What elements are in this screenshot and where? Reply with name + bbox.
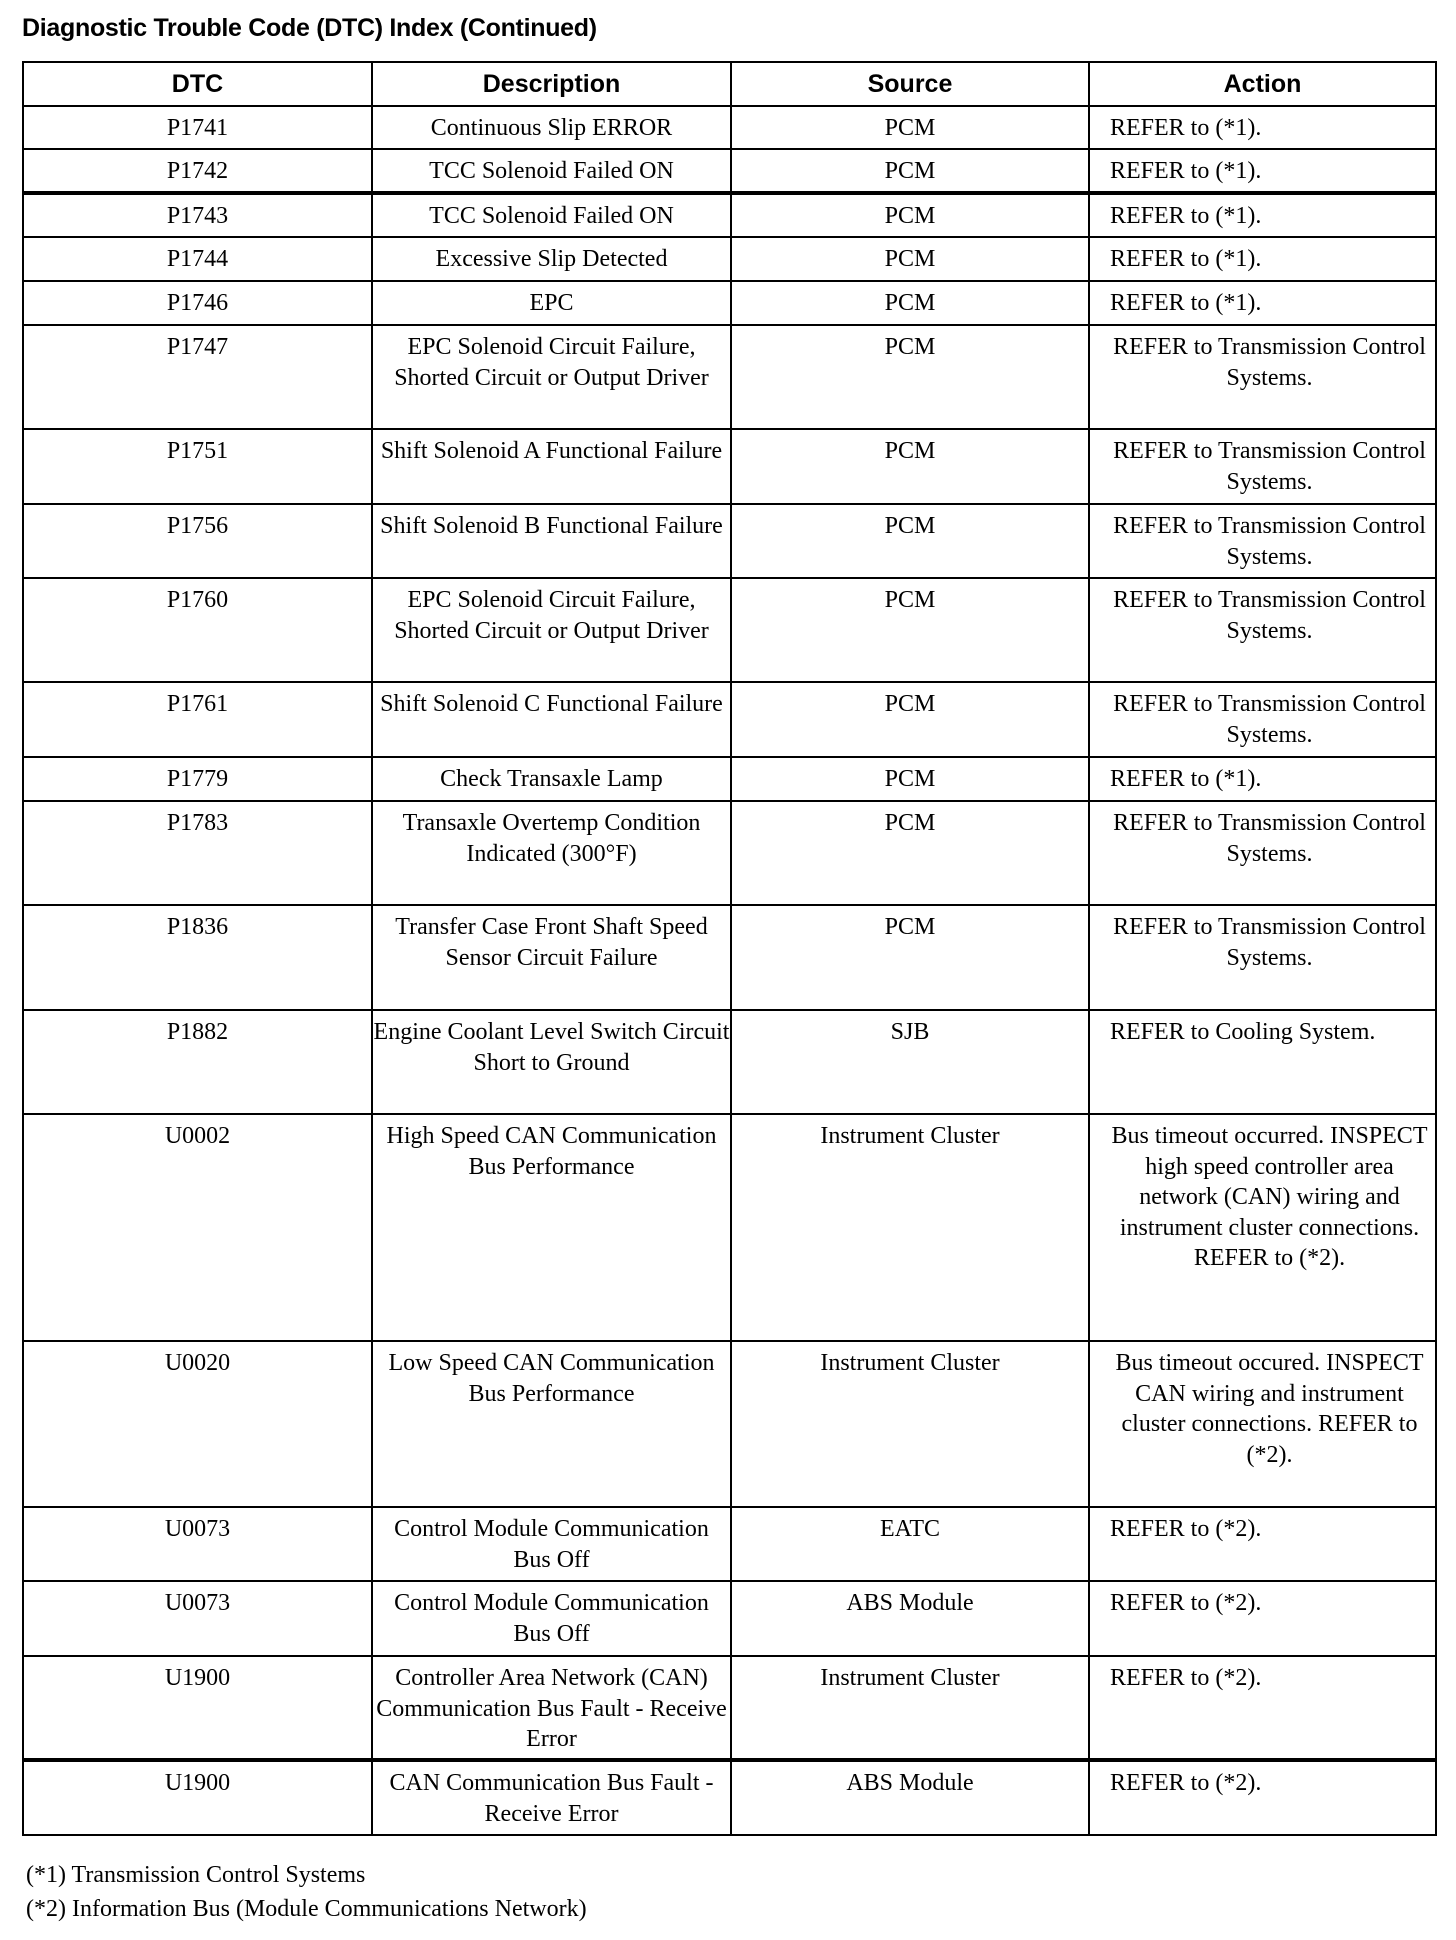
source-cell: PCM: [731, 325, 1089, 429]
description-cell: Controller Area Network (CAN) Communication Bus Fault - Receive Error: [372, 1656, 731, 1760]
dtc-cell: P1751: [23, 429, 372, 504]
footnote-2: (*2) Information Bus (Module Communications Network): [26, 1896, 587, 1922]
description-cell: Shift Solenoid B Functional Failure: [372, 504, 731, 578]
column-header-description: Description: [372, 62, 731, 106]
page-title: Diagnostic Trouble Code (DTC) Index (Continued): [22, 14, 597, 42]
description-cell: Engine Coolant Level Switch Circuit Short to Ground: [372, 1010, 731, 1114]
table-row: [23, 149, 1436, 193]
source-cell: PCM: [731, 578, 1089, 682]
source-cell: PCM: [731, 757, 1089, 801]
description-cell: Low Speed CAN Communication Bus Performance: [372, 1341, 731, 1507]
action-cell: REFER to (*1).: [1089, 281, 1436, 325]
table-row: [23, 106, 1436, 149]
source-cell: PCM: [731, 149, 1089, 193]
action-cell: REFER to (*1).: [1089, 106, 1436, 149]
dtc-table: [22, 61, 1437, 1836]
source-cell: PCM: [731, 106, 1089, 149]
action-cell: REFER to Transmission Control Systems.: [1089, 682, 1436, 757]
dtc-cell: P1760: [23, 578, 372, 682]
dtc-cell: P1744: [23, 237, 372, 281]
footnote-1: (*1) Transmission Control Systems: [26, 1862, 366, 1888]
table-row: [23, 1760, 1436, 1835]
action-cell: REFER to (*2).: [1089, 1656, 1436, 1760]
description-cell: EPC Solenoid Circuit Failure, Shorted Circuit or Output Driver: [372, 578, 731, 682]
action-cell: REFER to (*2).: [1089, 1507, 1436, 1581]
table-row: [23, 801, 1436, 905]
description-cell: CAN Communication Bus Fault - Receive Error: [372, 1760, 731, 1835]
table-row: [23, 1581, 1436, 1656]
column-header-source: Source: [731, 62, 1089, 106]
dtc-cell: P1783: [23, 801, 372, 905]
source-cell: Instrument Cluster: [731, 1114, 1089, 1341]
table-row: [23, 1010, 1436, 1114]
action-cell: REFER to (*1).: [1089, 237, 1436, 281]
table-row: [23, 1656, 1436, 1760]
source-cell: PCM: [731, 237, 1089, 281]
table-row: [23, 1341, 1436, 1507]
table-row: [23, 1114, 1436, 1341]
action-cell: REFER to (*1).: [1089, 193, 1436, 237]
dtc-cell: U0002: [23, 1114, 372, 1341]
description-cell: EPC: [372, 281, 731, 325]
description-cell: TCC Solenoid Failed ON: [372, 193, 731, 237]
table-row: [23, 193, 1436, 237]
dtc-cell: P1836: [23, 905, 372, 1010]
action-cell: REFER to Transmission Control Systems.: [1089, 429, 1436, 504]
dtc-cell: P1882: [23, 1010, 372, 1114]
table-row: [23, 682, 1436, 757]
action-cell: REFER to Transmission Control Systems.: [1089, 325, 1436, 429]
source-cell: Instrument Cluster: [731, 1656, 1089, 1760]
action-cell: REFER to (*2).: [1089, 1581, 1436, 1656]
table-row: [23, 429, 1436, 504]
description-cell: EPC Solenoid Circuit Failure, Shorted Circuit or Output Driver: [372, 325, 731, 429]
action-cell: REFER to (*1).: [1089, 757, 1436, 801]
description-cell: TCC Solenoid Failed ON: [372, 149, 731, 193]
source-cell: PCM: [731, 281, 1089, 325]
table-row: [23, 281, 1436, 325]
source-cell: PCM: [731, 429, 1089, 504]
source-cell: EATC: [731, 1507, 1089, 1581]
action-cell: REFER to Transmission Control Systems.: [1089, 578, 1436, 682]
dtc-cell: P1746: [23, 281, 372, 325]
dtc-cell: U0073: [23, 1581, 372, 1656]
source-cell: PCM: [731, 504, 1089, 578]
source-cell: PCM: [731, 905, 1089, 1010]
action-cell: REFER to Transmission Control Systems.: [1089, 905, 1436, 1010]
dtc-cell: P1742: [23, 149, 372, 193]
source-cell: PCM: [731, 682, 1089, 757]
table-row: [23, 237, 1436, 281]
column-header-dtc: DTC: [23, 62, 372, 106]
action-cell: REFER to Cooling System.: [1089, 1010, 1436, 1114]
source-cell: SJB: [731, 1010, 1089, 1114]
table-row: [23, 905, 1436, 1010]
action-cell: REFER to (*1).: [1089, 149, 1436, 193]
dtc-cell: P1743: [23, 193, 372, 237]
description-cell: Excessive Slip Detected: [372, 237, 731, 281]
dtc-cell: P1761: [23, 682, 372, 757]
description-cell: High Speed CAN Communication Bus Performance: [372, 1114, 731, 1341]
description-cell: Transaxle Overtemp Condition Indicated (300°F): [372, 801, 731, 905]
table-row: [23, 1507, 1436, 1581]
table-row: [23, 578, 1436, 682]
description-cell: Continuous Slip ERROR: [372, 106, 731, 149]
description-cell: Control Module Communication Bus Off: [372, 1507, 731, 1581]
dtc-cell: U0020: [23, 1341, 372, 1507]
table-row: [23, 757, 1436, 801]
dtc-cell: U0073: [23, 1507, 372, 1581]
dtc-cell: U1900: [23, 1656, 372, 1760]
dtc-cell: U1900: [23, 1760, 372, 1835]
dtc-cell: P1779: [23, 757, 372, 801]
description-cell: Transfer Case Front Shaft Speed Sensor Circuit Failure: [372, 905, 731, 1010]
dtc-cell: P1741: [23, 106, 372, 149]
table-row: [23, 504, 1436, 578]
action-cell: Bus timeout occurred. INSPECT high speed controller area network (CAN) wiring and instrument cluster connections. REFER to (*2).: [1089, 1114, 1436, 1341]
action-cell: REFER to Transmission Control Systems.: [1089, 801, 1436, 905]
description-cell: Shift Solenoid A Functional Failure: [372, 429, 731, 504]
action-cell: REFER to Transmission Control Systems.: [1089, 504, 1436, 578]
description-cell: Check Transaxle Lamp: [372, 757, 731, 801]
source-cell: ABS Module: [731, 1760, 1089, 1835]
table-body: [23, 106, 1436, 1835]
table-row: [23, 325, 1436, 429]
column-header-action: Action: [1089, 62, 1436, 106]
description-cell: Shift Solenoid C Functional Failure: [372, 682, 731, 757]
action-cell: REFER to (*2).: [1089, 1760, 1436, 1835]
source-cell: PCM: [731, 193, 1089, 237]
dtc-cell: P1747: [23, 325, 372, 429]
source-cell: Instrument Cluster: [731, 1341, 1089, 1507]
action-cell: Bus timeout occured. INSPECT CAN wiring and instrument cluster connections. REFER to (*2).: [1089, 1341, 1436, 1507]
source-cell: ABS Module: [731, 1581, 1089, 1656]
table-header-row: [23, 62, 1436, 106]
dtc-cell: P1756: [23, 504, 372, 578]
description-cell: Control Module Communication Bus Off: [372, 1581, 731, 1656]
source-cell: PCM: [731, 801, 1089, 905]
